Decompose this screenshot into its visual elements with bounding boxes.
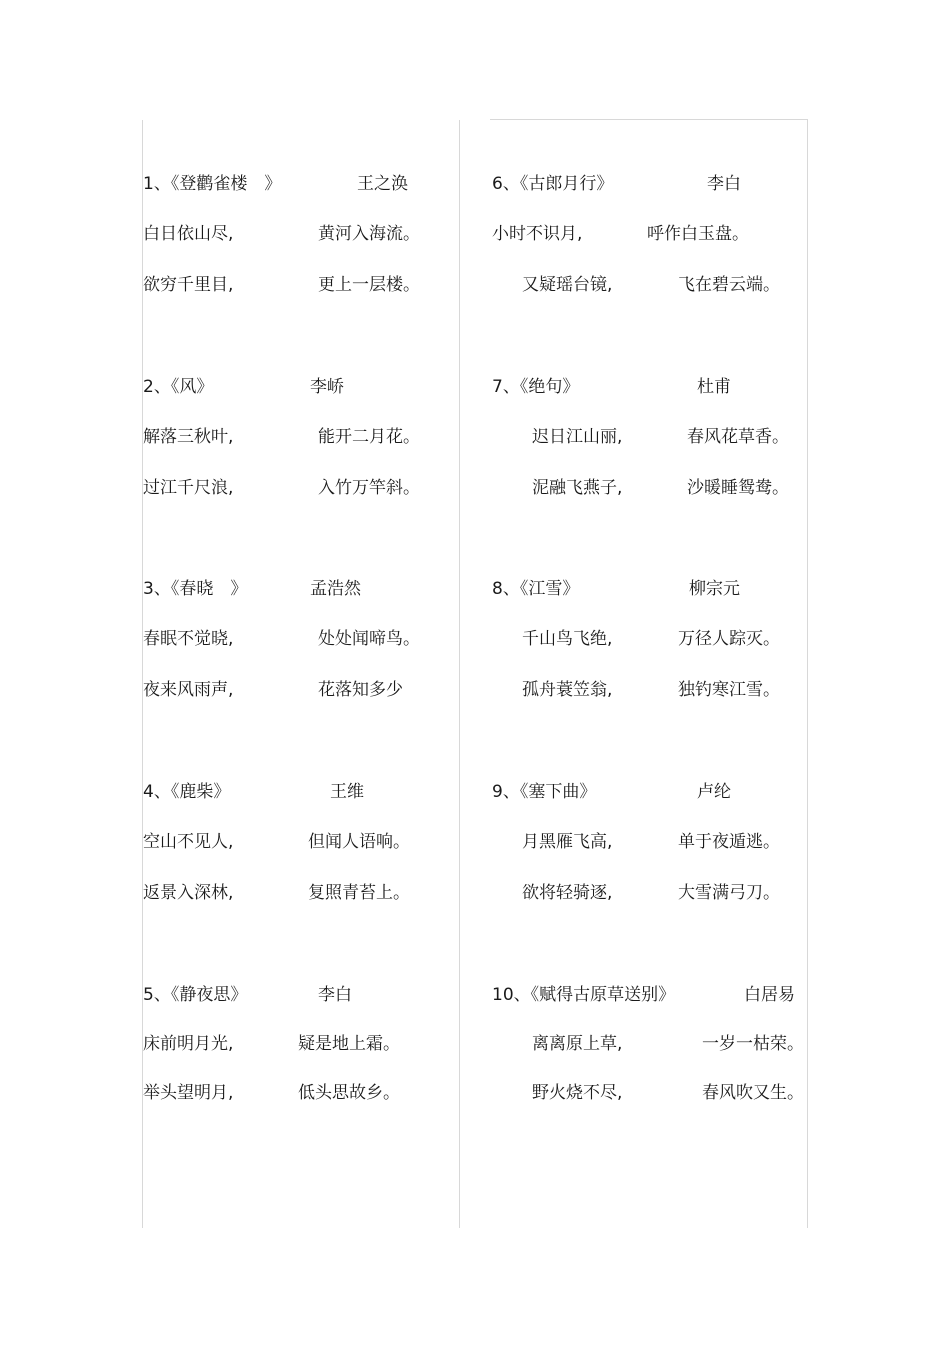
poem-author: 李峤: [310, 377, 344, 397]
poem-line: 黄河入海流。: [318, 224, 420, 244]
poem-line: 飞在碧云端。: [678, 275, 780, 295]
poem-author: 王维: [330, 782, 364, 802]
poem-heading: 3、《春晓 》: [143, 579, 248, 599]
poem-line: 单于夜遁逃。: [678, 832, 780, 852]
middle-column-rule: [459, 120, 460, 1228]
poem-heading: 4、《鹿柴》: [143, 782, 231, 802]
right-column-rule: [807, 120, 808, 1228]
top-rule: [490, 119, 808, 120]
poem-line: 千山鸟飞绝,: [522, 629, 613, 649]
poem-line: 独钓寒江雪。: [678, 680, 780, 700]
poem-line: 春眠不觉晓,: [143, 629, 234, 649]
poem-line: 泥融飞燕子,: [532, 478, 623, 498]
poem-line: 呼作白玉盘。: [647, 224, 749, 244]
poem-line: 花落知多少: [318, 680, 403, 700]
poem-line: 大雪满弓刀。: [678, 883, 780, 903]
poem-line: 又疑瑶台镜,: [522, 275, 613, 295]
poem-heading: 7、《绝句》: [492, 377, 580, 397]
poem-line: 床前明月光,: [143, 1034, 234, 1054]
poem-heading: 1、《登鹳雀楼 》: [143, 174, 282, 194]
poem-line: 空山不见人,: [143, 832, 234, 852]
poem-heading: 5、《静夜思》: [143, 985, 248, 1005]
poem-line: 更上一层楼。: [318, 275, 420, 295]
poem-heading: 8、《江雪》: [492, 579, 580, 599]
poem-line: 解落三秋叶,: [143, 427, 234, 447]
poem-line: 白日依山尽,: [143, 224, 234, 244]
poem-line: 但闻人语响。: [308, 832, 410, 852]
poem-author: 杜甫: [697, 377, 731, 397]
poem-heading: 6、《古郎月行》: [492, 174, 614, 194]
poem-author: 孟浩然: [310, 579, 361, 599]
poem-line: 过江千尺浪,: [143, 478, 234, 498]
poem-line: 离离原上草,: [532, 1034, 623, 1054]
poem-line: 小时不识月,: [492, 224, 583, 244]
poem-line: 春风吹又生。: [702, 1083, 804, 1103]
poem-line: 孤舟蓑笠翁,: [522, 680, 613, 700]
poem-line: 返景入深林,: [143, 883, 234, 903]
poem-author: 李白: [318, 985, 352, 1005]
poem-line: 夜来风雨声,: [143, 680, 234, 700]
poem-line: 处处闻啼鸟。: [318, 629, 420, 649]
poem-author: 王之涣: [357, 174, 408, 194]
poem-line: 欲将轻骑逐,: [522, 883, 613, 903]
poem-author: 白居易: [744, 985, 795, 1005]
poem-author: 柳宗元: [689, 579, 740, 599]
poem-line: 一岁一枯荣。: [702, 1034, 804, 1054]
poem-line: 欲穷千里目,: [143, 275, 234, 295]
poem-heading: 2、《风》: [143, 377, 214, 397]
poem-line: 举头望明月,: [143, 1083, 234, 1103]
poem-line: 疑是地上霜。: [298, 1034, 400, 1054]
poem-line: 入竹万竿斜。: [318, 478, 420, 498]
poem-author: 李白: [707, 174, 741, 194]
poem-line: 野火烧不尽,: [532, 1083, 623, 1103]
poem-line: 春风花草香。: [687, 427, 789, 447]
poem-line: 复照青苔上。: [308, 883, 410, 903]
poem-line: 迟日江山丽,: [532, 427, 623, 447]
poem-line: 低头思故乡。: [298, 1083, 400, 1103]
poem-line: 月黑雁飞高,: [522, 832, 613, 852]
poem-author: 卢纶: [697, 782, 731, 802]
poem-heading: 10、《赋得古原草送别》: [492, 985, 676, 1005]
poem-line: 能开二月花。: [318, 427, 420, 447]
poem-heading: 9、《塞下曲》: [492, 782, 597, 802]
poem-line: 沙暖睡鸳鸯。: [687, 478, 789, 498]
poem-line: 万径人踪灭。: [678, 629, 780, 649]
